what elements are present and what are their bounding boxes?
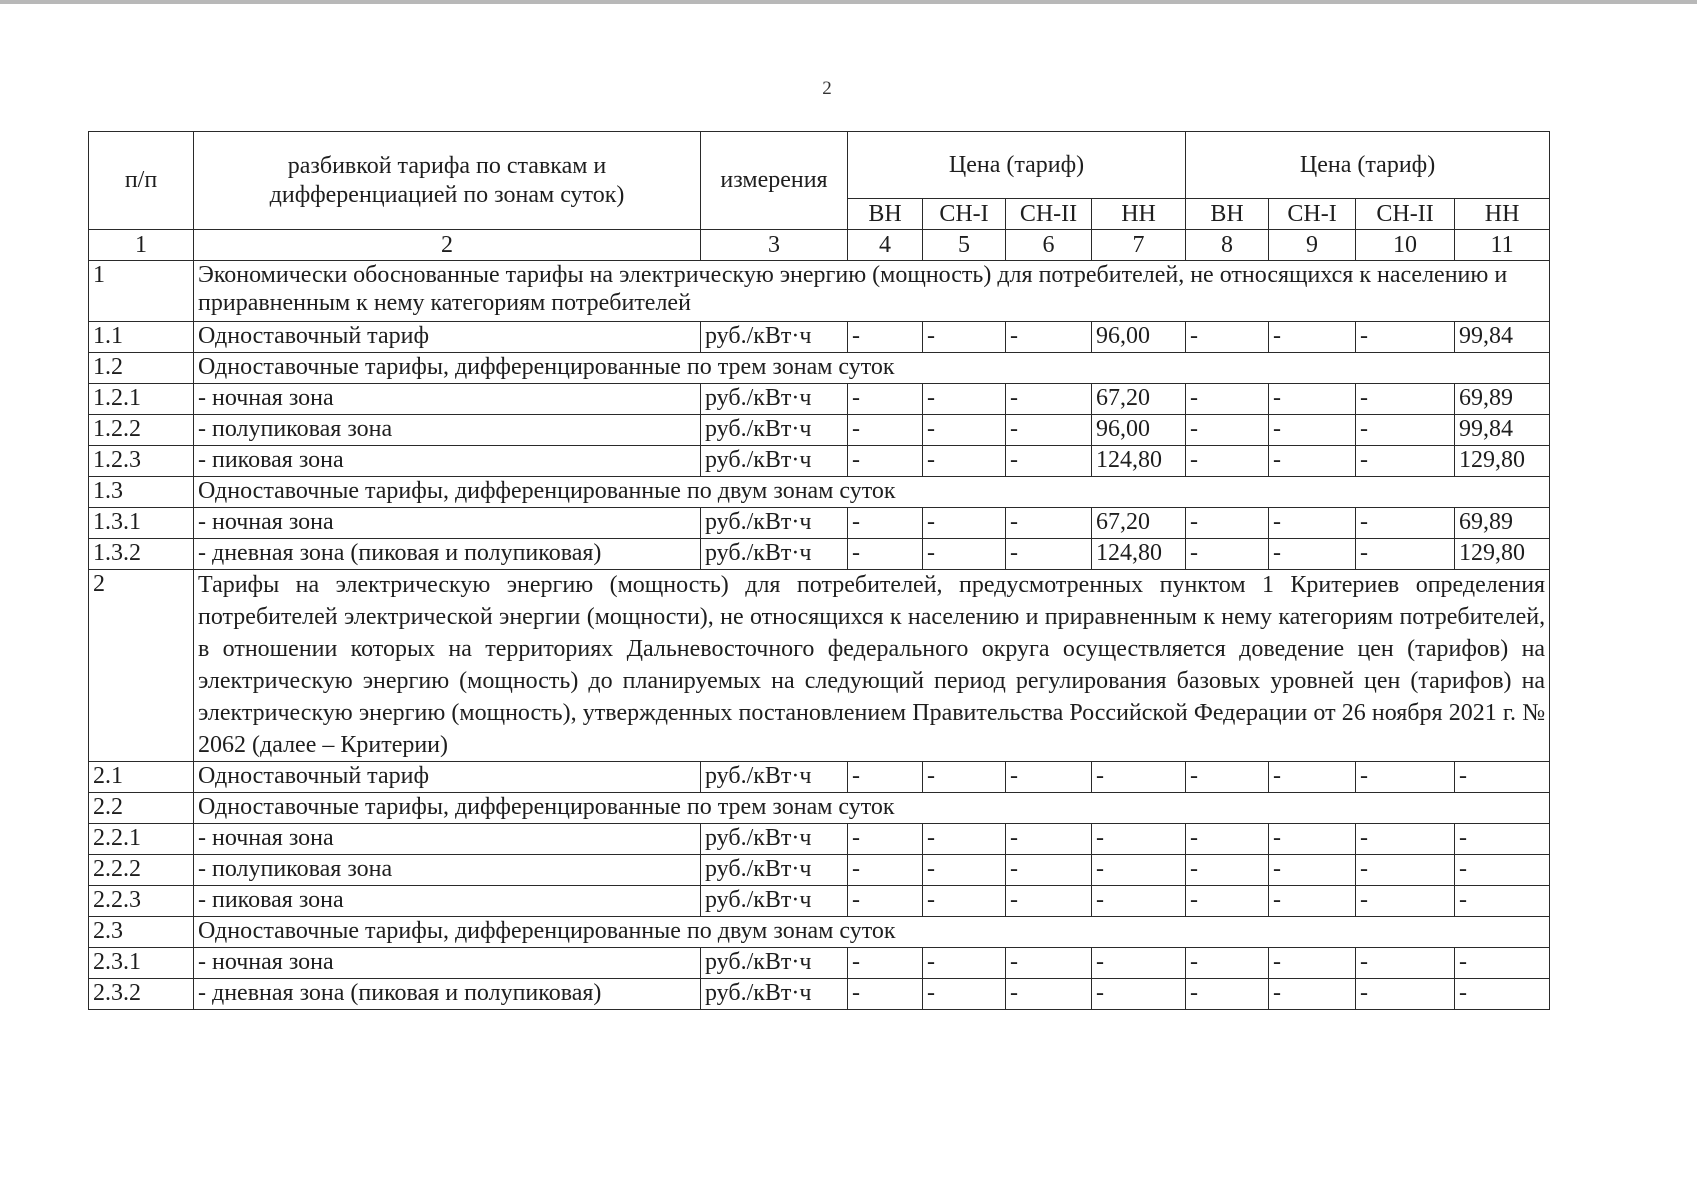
row-value: - xyxy=(1006,508,1092,539)
row-unit: руб./кВт·ч xyxy=(701,948,848,979)
row-value: - xyxy=(848,762,923,793)
row-number: 2.2.1 xyxy=(89,824,194,855)
row-value: - xyxy=(923,886,1006,917)
row-value: - xyxy=(1269,979,1356,1010)
row-value: - xyxy=(1092,886,1186,917)
column-number: 2 xyxy=(194,230,701,261)
header-col-number: п/п xyxy=(89,132,194,230)
scan-top-edge xyxy=(0,0,1697,4)
row-value: - xyxy=(1269,539,1356,570)
row-value: - xyxy=(1269,384,1356,415)
row-number: 1.2.2 xyxy=(89,415,194,446)
row-unit: руб./кВт·ч xyxy=(701,322,848,353)
table-row xyxy=(89,948,1550,979)
row-number: 1 xyxy=(89,261,194,322)
section-title: Одноставочные тарифы, дифференцированные по трем зонам суток xyxy=(194,793,1550,824)
row-value: - xyxy=(923,539,1006,570)
row-value: - xyxy=(923,979,1006,1010)
row-value: - xyxy=(1455,948,1550,979)
row-value: - xyxy=(1269,762,1356,793)
section-row xyxy=(89,793,1550,824)
row-value: - xyxy=(848,979,923,1010)
table-row xyxy=(89,446,1550,477)
row-value: - xyxy=(848,948,923,979)
row-value: - xyxy=(1006,886,1092,917)
row-unit: руб./кВт·ч xyxy=(701,762,848,793)
row-value: 129,80 xyxy=(1455,446,1550,477)
table-row xyxy=(89,979,1550,1010)
row-number: 2.3.2 xyxy=(89,979,194,1010)
section-title: Тарифы на электрическую энергию (мощность) для потребителей, предусмотренных пунктом 1 Критериев определения потребителей электрической энергии (мощности), не относящихся к населению и приравненным к нему категориям потребителей, в отношении которых на территориях Дальневосточного федерального округа осуществляется доведение цен (тарифов) на электрическую энергию (мощность) до планируемых на следующий период регулирования базовых уровней цен (тарифов) на электрическую энергию (мощность), утвержденных постановлением Правительства Российской Федерации от 26 ноября 2021 г. № 2062 (далее – Критерии) xyxy=(194,570,1550,762)
row-value: - xyxy=(1006,384,1092,415)
column-number: 1 xyxy=(89,230,194,261)
row-value: 67,20 xyxy=(1092,508,1186,539)
row-value: 99,84 xyxy=(1455,322,1550,353)
header-level: СН-II xyxy=(1356,199,1455,230)
row-value: - xyxy=(1356,948,1455,979)
row-unit: руб./кВт·ч xyxy=(701,979,848,1010)
row-value: - xyxy=(1186,322,1269,353)
row-name: - полупиковая зона xyxy=(194,855,701,886)
row-value: - xyxy=(1186,384,1269,415)
column-number: 4 xyxy=(848,230,923,261)
row-value: 69,89 xyxy=(1455,508,1550,539)
section-row xyxy=(89,353,1550,384)
row-value: - xyxy=(1356,415,1455,446)
header-level: ВН xyxy=(848,199,923,230)
row-name: - ночная зона xyxy=(194,384,701,415)
row-number: 1.2.3 xyxy=(89,446,194,477)
row-unit: руб./кВт·ч xyxy=(701,855,848,886)
row-number: 2.2 xyxy=(89,793,194,824)
row-value: - xyxy=(1455,824,1550,855)
row-value: - xyxy=(1186,855,1269,886)
row-value: - xyxy=(1006,948,1092,979)
row-number: 1.3.1 xyxy=(89,508,194,539)
row-number: 2.3.1 xyxy=(89,948,194,979)
row-unit: руб./кВт·ч xyxy=(701,446,848,477)
table-row xyxy=(89,824,1550,855)
row-value: - xyxy=(1186,979,1269,1010)
header-level: НН xyxy=(1455,199,1550,230)
table-row xyxy=(89,415,1550,446)
table-row xyxy=(89,384,1550,415)
row-value: - xyxy=(848,886,923,917)
row-value: 124,80 xyxy=(1092,446,1186,477)
row-value: - xyxy=(1092,948,1186,979)
row-value: - xyxy=(1092,855,1186,886)
row-name: - полупиковая зона xyxy=(194,415,701,446)
row-number: 1.3 xyxy=(89,477,194,508)
row-value: - xyxy=(1269,824,1356,855)
column-number: 3 xyxy=(701,230,848,261)
section-row xyxy=(89,917,1550,948)
row-value: - xyxy=(923,415,1006,446)
page-number: 2 xyxy=(822,78,832,99)
row-value: - xyxy=(848,855,923,886)
row-value: - xyxy=(1269,508,1356,539)
row-value: - xyxy=(1356,762,1455,793)
row-value: - xyxy=(1455,886,1550,917)
row-number: 2.2.2 xyxy=(89,855,194,886)
row-unit: руб./кВт·ч xyxy=(701,415,848,446)
section-title: Одноставочные тарифы, дифференцированные по двум зонам суток xyxy=(194,477,1550,508)
row-value: - xyxy=(1186,539,1269,570)
header-level: СН-I xyxy=(923,199,1006,230)
row-name: - ночная зона xyxy=(194,508,701,539)
row-value: - xyxy=(1186,948,1269,979)
row-value: - xyxy=(1186,508,1269,539)
row-value: - xyxy=(1006,446,1092,477)
row-value: - xyxy=(1356,446,1455,477)
row-name: - ночная зона xyxy=(194,948,701,979)
header-col-description: разбивкой тарифа по ставкам и дифференциацией по зонам суток) xyxy=(194,132,701,230)
row-value: - xyxy=(923,508,1006,539)
header-price-group-2: Цена (тариф) xyxy=(1186,132,1550,199)
row-value: - xyxy=(1092,979,1186,1010)
row-value: - xyxy=(1269,886,1356,917)
column-number: 5 xyxy=(923,230,1006,261)
row-value: - xyxy=(923,824,1006,855)
row-value: - xyxy=(848,446,923,477)
row-value: 124,80 xyxy=(1092,539,1186,570)
row-value: - xyxy=(1006,415,1092,446)
section-title: Одноставочные тарифы, дифференцированные по трем зонам суток xyxy=(194,353,1550,384)
section-title: Экономически обоснованные тарифы на электрическую энергию (мощность) для потребителей, не относящихся к населению и приравненным к нему категориям потребителей xyxy=(194,261,1550,322)
row-value: - xyxy=(1186,446,1269,477)
row-value: - xyxy=(848,322,923,353)
row-value: - xyxy=(848,539,923,570)
row-number: 1.2.1 xyxy=(89,384,194,415)
row-value: - xyxy=(1356,384,1455,415)
table-row xyxy=(89,762,1550,793)
row-value: - xyxy=(1455,762,1550,793)
row-name: - пиковая зона xyxy=(194,886,701,917)
row-number: 1.1 xyxy=(89,322,194,353)
row-number: 1.3.2 xyxy=(89,539,194,570)
row-value: 129,80 xyxy=(1455,539,1550,570)
row-value: - xyxy=(848,508,923,539)
row-value: 96,00 xyxy=(1092,415,1186,446)
tariff-table xyxy=(88,131,1550,1010)
row-value: - xyxy=(923,384,1006,415)
row-value: - xyxy=(1186,415,1269,446)
row-value: - xyxy=(1269,948,1356,979)
row-name: - дневная зона (пиковая и полупиковая) xyxy=(194,979,701,1010)
row-value: - xyxy=(1455,979,1550,1010)
table-row xyxy=(89,886,1550,917)
row-unit: руб./кВт·ч xyxy=(701,384,848,415)
row-value: - xyxy=(848,415,923,446)
column-number: 11 xyxy=(1455,230,1550,261)
header-level: СН-II xyxy=(1006,199,1092,230)
row-name: Одноставочный тариф xyxy=(194,322,701,353)
row-unit: руб./кВт·ч xyxy=(701,824,848,855)
row-value: - xyxy=(1186,886,1269,917)
column-number: 9 xyxy=(1269,230,1356,261)
row-name: - ночная зона xyxy=(194,824,701,855)
row-value: - xyxy=(1356,508,1455,539)
table-row xyxy=(89,322,1550,353)
column-number: 8 xyxy=(1186,230,1269,261)
row-value: - xyxy=(1356,855,1455,886)
row-value: - xyxy=(1006,824,1092,855)
header-price-group-1: Цена (тариф) xyxy=(848,132,1186,199)
row-name: - дневная зона (пиковая и полупиковая) xyxy=(194,539,701,570)
row-value: - xyxy=(1356,886,1455,917)
row-unit: руб./кВт·ч xyxy=(701,508,848,539)
column-number: 7 xyxy=(1092,230,1186,261)
row-value: - xyxy=(1186,824,1269,855)
row-value: - xyxy=(1269,415,1356,446)
row-number: 1.2 xyxy=(89,353,194,384)
row-value: - xyxy=(1006,539,1092,570)
header-level: СН-I xyxy=(1269,199,1356,230)
row-value: - xyxy=(923,446,1006,477)
row-value: - xyxy=(1006,322,1092,353)
table-row xyxy=(89,539,1550,570)
row-unit: руб./кВт·ч xyxy=(701,539,848,570)
row-value: 96,00 xyxy=(1092,322,1186,353)
row-value: - xyxy=(1006,855,1092,886)
row-value: 69,89 xyxy=(1455,384,1550,415)
row-value: - xyxy=(1092,762,1186,793)
section-row xyxy=(89,477,1550,508)
row-number: 2.3 xyxy=(89,917,194,948)
section-row xyxy=(89,261,1550,322)
row-value: - xyxy=(1269,446,1356,477)
row-value: - xyxy=(848,824,923,855)
row-value: - xyxy=(923,762,1006,793)
header-level: НН xyxy=(1092,199,1186,230)
header-col-unit: измерения xyxy=(701,132,848,230)
row-value: - xyxy=(1006,762,1092,793)
row-value: - xyxy=(1356,539,1455,570)
row-value: 99,84 xyxy=(1455,415,1550,446)
row-unit: руб./кВт·ч xyxy=(701,886,848,917)
header-row xyxy=(89,132,1550,199)
header-level: ВН xyxy=(1186,199,1269,230)
column-number: 6 xyxy=(1006,230,1092,261)
row-value: 67,20 xyxy=(1092,384,1186,415)
row-number: 2 xyxy=(89,570,194,762)
row-number: 2.2.3 xyxy=(89,886,194,917)
row-value: - xyxy=(923,322,1006,353)
row-name: - пиковая зона xyxy=(194,446,701,477)
row-value: - xyxy=(1092,824,1186,855)
row-value: - xyxy=(923,948,1006,979)
row-name: Одноставочный тариф xyxy=(194,762,701,793)
row-value: - xyxy=(848,384,923,415)
row-number: 2.1 xyxy=(89,762,194,793)
row-value: - xyxy=(1356,322,1455,353)
row-value: - xyxy=(1455,855,1550,886)
row-value: - xyxy=(1269,855,1356,886)
row-value: - xyxy=(1186,762,1269,793)
row-value: - xyxy=(1269,322,1356,353)
row-value: - xyxy=(1356,824,1455,855)
row-value: - xyxy=(1006,979,1092,1010)
table-row xyxy=(89,855,1550,886)
section-row xyxy=(89,570,1550,762)
column-number-row xyxy=(89,230,1550,261)
table-row xyxy=(89,508,1550,539)
column-number: 10 xyxy=(1356,230,1455,261)
section-title: Одноставочные тарифы, дифференцированные по двум зонам суток xyxy=(194,917,1550,948)
row-value: - xyxy=(923,855,1006,886)
row-value: - xyxy=(1356,979,1455,1010)
